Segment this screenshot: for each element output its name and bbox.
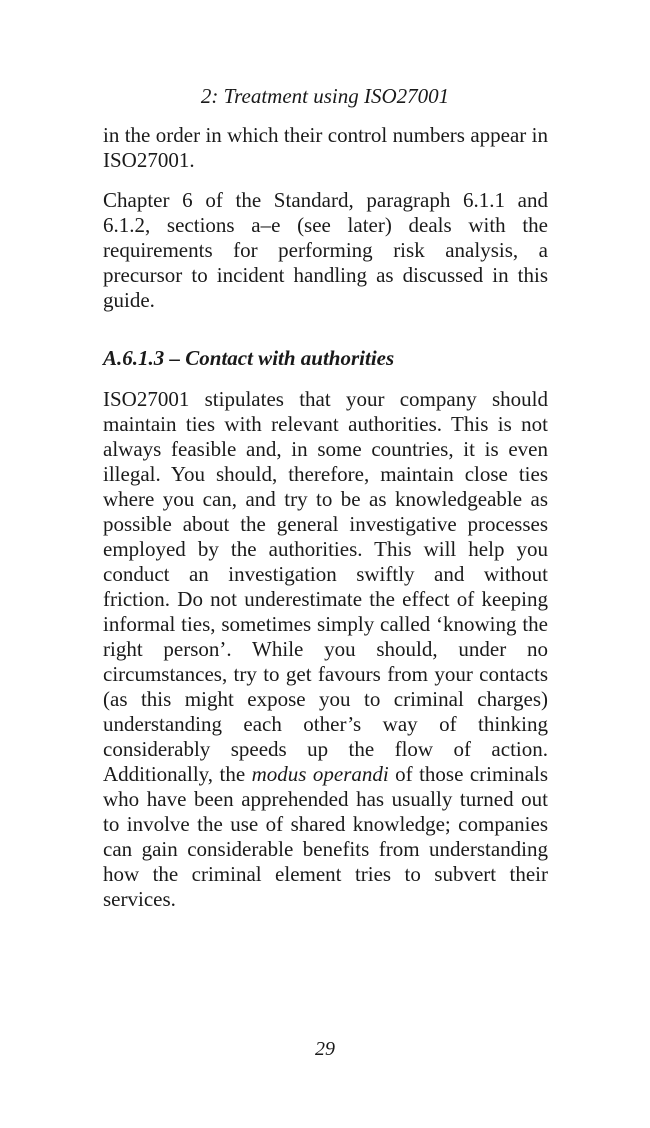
italic-term: modus operandi — [251, 762, 389, 786]
section-heading: A.6.1.3 – Contact with authorities — [103, 346, 395, 370]
paragraph-text-part-2: of those criminals who have been apprehended has usually turned out to involve the use of shared knowledge; companies can gain considerable benefits from understanding how the criminal element tries to subvert their services. — [103, 762, 548, 911]
paragraph-chapter-6: Chapter 6 of the Standard, paragraph 6.1.1 and 6.1.2, sections a–e (see later) deals with the requirements for performing risk analysis, a precursor to incident handling as discussed in this guide. — [103, 188, 548, 312]
paragraph-text-part-1: ISO27001 stipulates that your company should maintain ties with relevant authorities. This is not always feasible and, in some countries, it is even illegal. You should, therefore, maintain close ties where you can, and try to be as knowledgeable as possible about the general investigative processes employed by the authorities. This will help you conduct an investigation swiftly and without friction. Do not underestimate the effect of keeping informal ties, sometimes simply called ‘knowing the right person’. While you should, under no circumstances, try to get favours from your contacts (as this might expose you to criminal charges) understanding each other’s way of thinking considerably speeds up the flow of action. Additionally, the — [103, 387, 548, 786]
paragraph-continuation: in the order in which their control numbers appear in ISO27001. — [103, 123, 548, 172]
running-header: 2: Treatment using ISO27001 — [200, 84, 450, 108]
paragraph-contact-with-authorities — [103, 387, 548, 912]
page-number: 29 — [315, 1038, 335, 1060]
